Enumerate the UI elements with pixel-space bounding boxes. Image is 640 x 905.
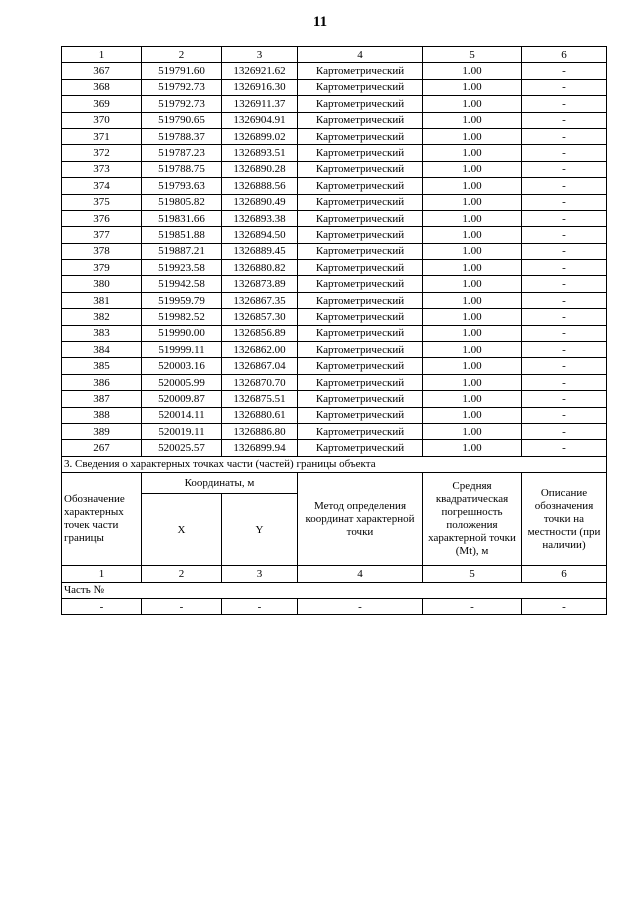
coord-y: 1326911.37 xyxy=(222,96,298,112)
point-number: 267 xyxy=(62,440,142,456)
method: Картометрический xyxy=(298,391,423,407)
description: - xyxy=(522,145,607,161)
error-value: 1.00 xyxy=(423,145,522,161)
table-row xyxy=(62,128,607,144)
description: - xyxy=(522,309,607,325)
page-number: 11 xyxy=(312,14,328,30)
method: Картометрический xyxy=(298,276,423,292)
point-number: 388 xyxy=(62,407,142,423)
table-row xyxy=(62,309,607,325)
description: - xyxy=(522,358,607,374)
description: - xyxy=(522,423,607,439)
coord-x: 520019.11 xyxy=(142,423,222,439)
table-row xyxy=(62,210,607,226)
coord-y: 1326886.80 xyxy=(222,423,298,439)
description: - xyxy=(522,440,607,456)
coord-x: 519831.66 xyxy=(142,210,222,226)
method: Картометрический xyxy=(298,440,423,456)
method: Картометрический xyxy=(298,309,423,325)
point-number: 376 xyxy=(62,210,142,226)
coord-x: 519851.88 xyxy=(142,227,222,243)
method: Картометрический xyxy=(298,342,423,358)
description: - xyxy=(522,112,607,128)
coord-x: 519788.37 xyxy=(142,128,222,144)
table-cell: - xyxy=(423,598,522,614)
description: - xyxy=(522,194,607,210)
table-row xyxy=(62,227,607,243)
description: - xyxy=(522,407,607,423)
coord-x: 519792.73 xyxy=(142,79,222,95)
coord-y: 1326899.94 xyxy=(222,440,298,456)
description: - xyxy=(522,342,607,358)
table-row xyxy=(62,145,607,161)
empty-data-row xyxy=(62,598,607,614)
table-cell: - xyxy=(298,598,423,614)
description: - xyxy=(522,292,607,308)
point-number: 379 xyxy=(62,260,142,276)
table-row xyxy=(62,423,607,439)
boundary-points-table xyxy=(61,46,607,615)
table-row xyxy=(62,391,607,407)
table-cell: - xyxy=(142,598,222,614)
part-label: Часть № xyxy=(62,582,607,598)
method: Картометрический xyxy=(298,194,423,210)
error-value: 1.00 xyxy=(423,178,522,194)
description: - xyxy=(522,178,607,194)
point-number: 384 xyxy=(62,342,142,358)
coord-y: 1326862.00 xyxy=(222,342,298,358)
error-value: 1.00 xyxy=(423,63,522,79)
method: Картометрический xyxy=(298,96,423,112)
point-number: 385 xyxy=(62,358,142,374)
point-number: 378 xyxy=(62,243,142,259)
table-row xyxy=(62,358,607,374)
point-number: 368 xyxy=(62,79,142,95)
method: Картометрический xyxy=(298,243,423,259)
point-number: 372 xyxy=(62,145,142,161)
table-row xyxy=(62,194,607,210)
coord-x: 520003.16 xyxy=(142,358,222,374)
coord-x: 519787.23 xyxy=(142,145,222,161)
coord-x: 519788.75 xyxy=(142,161,222,177)
description: - xyxy=(522,276,607,292)
table-row xyxy=(62,63,607,79)
description: - xyxy=(522,96,607,112)
method: Картометрический xyxy=(298,210,423,226)
method: Картометрический xyxy=(298,292,423,308)
point-designation-header: Обозначение характерных точек части границы xyxy=(62,473,142,566)
coord-x: 519792.73 xyxy=(142,96,222,112)
col-number: 5 xyxy=(423,566,522,582)
coord-y: 1326893.51 xyxy=(222,145,298,161)
coord-y: 1326889.45 xyxy=(222,243,298,259)
description: - xyxy=(522,260,607,276)
coord-x: 519805.82 xyxy=(142,194,222,210)
part-row xyxy=(62,582,607,598)
error-value: 1.00 xyxy=(423,194,522,210)
coordinates-header: Координаты, м xyxy=(142,473,298,494)
table-row xyxy=(62,178,607,194)
coord-y: 1326867.35 xyxy=(222,292,298,308)
method: Картометрический xyxy=(298,260,423,276)
method: Картометрический xyxy=(298,325,423,341)
error-header: Средняя квадратическая погрешность положения характерной точки (Mt), м xyxy=(423,473,522,566)
description: - xyxy=(522,391,607,407)
method: Картометрический xyxy=(298,128,423,144)
coord-y: 1326890.28 xyxy=(222,161,298,177)
coord-y: 1326888.56 xyxy=(222,178,298,194)
description: - xyxy=(522,243,607,259)
table-row xyxy=(62,112,607,128)
table-row xyxy=(62,440,607,456)
column-number-row xyxy=(62,47,607,63)
section3-header-row xyxy=(62,473,607,494)
method: Картометрический xyxy=(298,178,423,194)
coord-y: 1326894.50 xyxy=(222,227,298,243)
col-number: 4 xyxy=(298,47,423,63)
error-value: 1.00 xyxy=(423,374,522,390)
description-header: Описание обозначения точки на местности (при наличии) xyxy=(522,473,607,566)
description: - xyxy=(522,161,607,177)
error-value: 1.00 xyxy=(423,227,522,243)
table-row xyxy=(62,79,607,95)
error-value: 1.00 xyxy=(423,325,522,341)
section3-title: 3. Сведения о характерных точках части (частей) границы объекта xyxy=(62,456,607,472)
method: Картометрический xyxy=(298,79,423,95)
coord-y: 1326875.51 xyxy=(222,391,298,407)
point-number: 382 xyxy=(62,309,142,325)
coord-x: 520009.87 xyxy=(142,391,222,407)
error-value: 1.00 xyxy=(423,128,522,144)
col-number: 6 xyxy=(522,47,607,63)
method: Картометрический xyxy=(298,358,423,374)
error-value: 1.00 xyxy=(423,260,522,276)
coord-x: 519959.79 xyxy=(142,292,222,308)
error-value: 1.00 xyxy=(423,423,522,439)
table-cell: - xyxy=(222,598,298,614)
error-value: 1.00 xyxy=(423,161,522,177)
error-value: 1.00 xyxy=(423,407,522,423)
table-row xyxy=(62,243,607,259)
col-number: 3 xyxy=(222,566,298,582)
error-value: 1.00 xyxy=(423,358,522,374)
method: Картометрический xyxy=(298,63,423,79)
coord-y: 1326857.30 xyxy=(222,309,298,325)
point-number: 381 xyxy=(62,292,142,308)
method-header: Метод определения координат характерной точки xyxy=(298,473,423,566)
coord-x: 520025.57 xyxy=(142,440,222,456)
coord-x: 520005.99 xyxy=(142,374,222,390)
description: - xyxy=(522,374,607,390)
point-number: 371 xyxy=(62,128,142,144)
point-number: 375 xyxy=(62,194,142,210)
coord-y: 1326856.89 xyxy=(222,325,298,341)
coord-y: 1326870.70 xyxy=(222,374,298,390)
x-header: X xyxy=(142,494,222,566)
col-number: 5 xyxy=(423,47,522,63)
point-number: 383 xyxy=(62,325,142,341)
error-value: 1.00 xyxy=(423,309,522,325)
coord-y: 1326921.62 xyxy=(222,63,298,79)
method: Картометрический xyxy=(298,161,423,177)
description: - xyxy=(522,325,607,341)
col-number: 3 xyxy=(222,47,298,63)
point-number: 370 xyxy=(62,112,142,128)
coord-x: 519942.58 xyxy=(142,276,222,292)
coord-y: 1326867.04 xyxy=(222,358,298,374)
section3-number-row xyxy=(62,566,607,582)
error-value: 1.00 xyxy=(423,96,522,112)
table-row xyxy=(62,292,607,308)
method: Картометрический xyxy=(298,374,423,390)
col-number: 1 xyxy=(62,566,142,582)
point-number: 380 xyxy=(62,276,142,292)
table-row xyxy=(62,260,607,276)
table-row xyxy=(62,161,607,177)
col-number: 2 xyxy=(142,566,222,582)
section3-title-row xyxy=(62,456,607,472)
method: Картометрический xyxy=(298,227,423,243)
description: - xyxy=(522,63,607,79)
coord-y: 1326904.91 xyxy=(222,112,298,128)
table-row xyxy=(62,374,607,390)
point-number: 377 xyxy=(62,227,142,243)
coord-y: 1326893.38 xyxy=(222,210,298,226)
table-cell: - xyxy=(522,598,607,614)
coord-y: 1326899.02 xyxy=(222,128,298,144)
coord-x: 519982.52 xyxy=(142,309,222,325)
coord-y: 1326873.89 xyxy=(222,276,298,292)
method: Картометрический xyxy=(298,112,423,128)
col-number: 4 xyxy=(298,566,423,582)
coord-x: 519790.65 xyxy=(142,112,222,128)
method: Картометрический xyxy=(298,423,423,439)
coord-x: 519923.58 xyxy=(142,260,222,276)
table-row xyxy=(62,325,607,341)
description: - xyxy=(522,227,607,243)
coord-x: 519990.00 xyxy=(142,325,222,341)
error-value: 1.00 xyxy=(423,342,522,358)
description: - xyxy=(522,210,607,226)
error-value: 1.00 xyxy=(423,79,522,95)
table-row xyxy=(62,96,607,112)
coord-x: 519887.21 xyxy=(142,243,222,259)
coord-y: 1326880.61 xyxy=(222,407,298,423)
coord-x: 519791.60 xyxy=(142,63,222,79)
coord-x: 519793.63 xyxy=(142,178,222,194)
coord-x: 520014.11 xyxy=(142,407,222,423)
point-number: 387 xyxy=(62,391,142,407)
table-row xyxy=(62,276,607,292)
method: Картометрический xyxy=(298,407,423,423)
coord-x: 519999.11 xyxy=(142,342,222,358)
error-value: 1.00 xyxy=(423,391,522,407)
method: Картометрический xyxy=(298,145,423,161)
coord-y: 1326880.82 xyxy=(222,260,298,276)
point-number: 374 xyxy=(62,178,142,194)
point-number: 373 xyxy=(62,161,142,177)
point-number: 367 xyxy=(62,63,142,79)
coord-y: 1326890.49 xyxy=(222,194,298,210)
point-number: 369 xyxy=(62,96,142,112)
table-row xyxy=(62,407,607,423)
y-header: Y xyxy=(222,494,298,566)
table-row xyxy=(62,342,607,358)
error-value: 1.00 xyxy=(423,276,522,292)
error-value: 1.00 xyxy=(423,243,522,259)
point-number: 389 xyxy=(62,423,142,439)
error-value: 1.00 xyxy=(423,210,522,226)
description: - xyxy=(522,128,607,144)
error-value: 1.00 xyxy=(423,292,522,308)
coord-y: 1326916.30 xyxy=(222,79,298,95)
table-cell: - xyxy=(62,598,142,614)
col-number: 2 xyxy=(142,47,222,63)
col-number: 6 xyxy=(522,566,607,582)
description: - xyxy=(522,79,607,95)
error-value: 1.00 xyxy=(423,112,522,128)
error-value: 1.00 xyxy=(423,440,522,456)
point-number: 386 xyxy=(62,374,142,390)
col-number: 1 xyxy=(62,47,142,63)
